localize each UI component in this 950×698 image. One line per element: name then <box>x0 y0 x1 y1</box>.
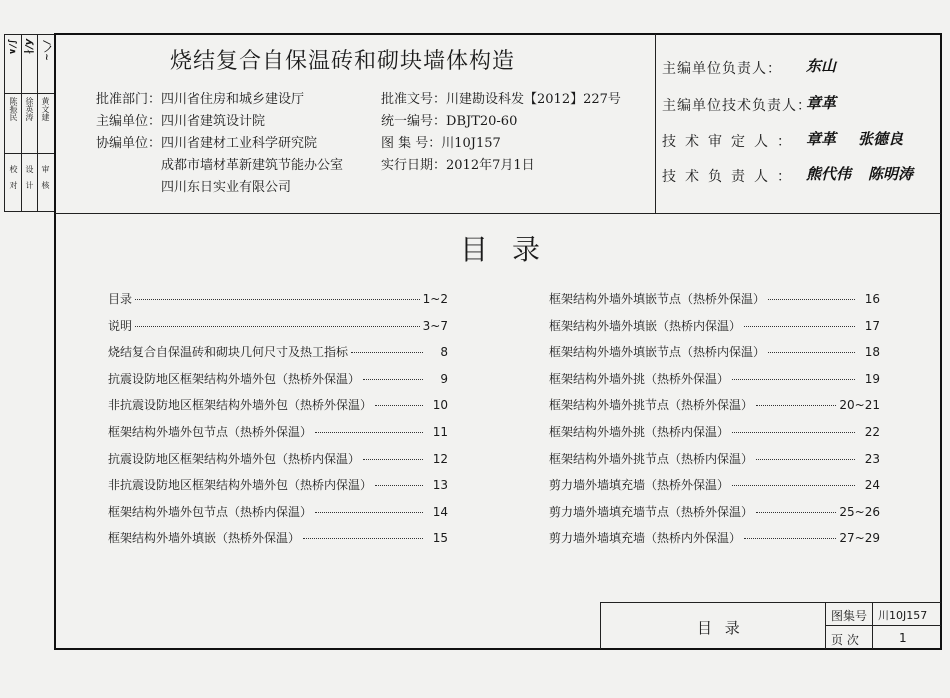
titleblock-atlas-label: 图集号 <box>831 609 868 623</box>
toc-entry-page: 12 <box>432 451 448 466</box>
signature-tech-review-2: 张德良 <box>858 130 904 148</box>
strip-label-3: 审核 <box>41 165 50 197</box>
page-heading: 目录 <box>460 233 565 266</box>
strip-name-2: 徐英涛 <box>25 97 34 121</box>
toc-entry-page: 1~2 <box>422 292 448 306</box>
toc-leader-dots <box>768 352 855 353</box>
titleblock-page-label: 页 次 <box>831 633 859 647</box>
toc-entry-title: 目录 <box>108 292 133 306</box>
header-info-right <box>381 89 621 177</box>
toc-entry[interactable] <box>108 476 448 502</box>
toc-entry[interactable] <box>108 396 448 422</box>
signature-tech-review-1: 章革 <box>806 130 837 148</box>
toc-leader-dots <box>303 538 423 539</box>
toc-entry-page: 27~29 <box>839 531 880 546</box>
atlas-no-label: 图 集 号： <box>381 136 442 151</box>
toc-entry-page: 11 <box>432 425 448 439</box>
strip-signature-1: ∫∕∧ <box>7 39 17 56</box>
role-chief-unit: 主编单位负责人： <box>662 61 782 77</box>
toc-leader-dots <box>768 299 855 300</box>
toc-entry-title: 框架结构外墙外挑节点（热桥外保温） <box>549 398 754 413</box>
toc-entry[interactable] <box>549 396 880 422</box>
toc-entry-title: 抗震设防地区框架结构外墙外包（热桥外保温） <box>108 371 361 386</box>
toc-entry[interactable] <box>549 529 880 555</box>
toc-leader-dots <box>135 326 420 327</box>
titleblock-mid <box>825 625 941 626</box>
toc-entry[interactable] <box>108 370 448 396</box>
coop-unit-3: 四川东日实业有限公司 <box>161 180 292 195</box>
toc-entry-title: 框架结构外墙外填嵌节点（热桥外保温） <box>549 292 766 306</box>
toc-entry[interactable] <box>549 317 880 343</box>
titleblock-left <box>600 602 601 649</box>
signature-chief-unit: 东山 <box>806 57 837 75</box>
toc-entry[interactable] <box>108 529 448 555</box>
role-tech-lead: 技术负责人： <box>662 169 800 185</box>
toc-entry-page: 13 <box>432 478 448 493</box>
unified-no: DBJT20-60 <box>446 114 518 129</box>
toc-entry-title: 框架结构外墙外填嵌节点（热桥内保温） <box>549 345 766 360</box>
titleblock-top <box>600 602 941 603</box>
toc-leader-dots <box>744 326 855 327</box>
toc-entry-page: 14 <box>432 504 448 519</box>
toc-entry-title: 框架结构外墙外填嵌（热桥外保温） <box>108 531 301 546</box>
toc-entry[interactable] <box>549 343 880 369</box>
toc-entry-title: 剪力墙外墙填充墙（热桥外保温） <box>549 478 730 493</box>
toc-leader-dots <box>744 538 836 539</box>
toc-entry-title: 框架结构外墙外挑节点（热桥内保温） <box>549 451 754 466</box>
toc-entry-title: 框架结构外墙外挑（热桥外保温） <box>549 371 730 386</box>
toc-entry-title: 抗震设防地区框架结构外墙外包（热桥内保温） <box>108 451 361 466</box>
toc-leader-dots <box>732 485 855 486</box>
toc-entry-title: 说明 <box>108 318 133 333</box>
toc-entry-page: 8 <box>440 345 448 360</box>
strip-signature-2: ʎ∕∤ <box>23 39 34 55</box>
toc-leader-dots <box>351 352 423 353</box>
signature-tech-lead-2: 陈明涛 <box>868 165 914 183</box>
toc-entry-page: 19 <box>864 371 880 386</box>
atlas-title: 烧结复合自保温砖和砌块墙体构造 <box>170 49 516 74</box>
toc-leader-dots <box>315 512 423 513</box>
header-info-left <box>96 89 343 199</box>
toc-leader-dots <box>756 459 855 460</box>
toc-entry-page: 18 <box>864 345 880 360</box>
toc-entry[interactable] <box>108 450 448 476</box>
toc-leader-dots <box>375 485 423 486</box>
signature-chief-tech: 章革 <box>806 94 837 112</box>
toc-entry-title: 非抗震设防地区框架结构外墙外包（热桥内保温） <box>108 478 373 493</box>
coop-unit-1: 四川省建材工业科学研究院 <box>161 136 318 151</box>
role-chief-tech: 主编单位技术负责人： <box>662 98 812 114</box>
toc-leader-dots <box>732 432 855 433</box>
coop-units-label: 协编单位： <box>96 136 162 151</box>
toc-entry[interactable] <box>108 503 448 529</box>
toc-entry-title: 框架结构外墙外挑（热桥内保温） <box>549 425 730 439</box>
toc-entry-page: 3~7 <box>422 318 448 333</box>
effective-date: 2012年7月1日 <box>446 158 535 173</box>
toc-entry[interactable] <box>549 370 880 396</box>
toc-leader-dots <box>756 405 836 406</box>
approval-doc: 川建勘设科发【2012】227号 <box>446 92 621 107</box>
strip-label-1: 校对 <box>9 165 18 197</box>
toc-leader-dots <box>363 379 423 380</box>
role-tech-review: 技术审定人： <box>662 134 800 150</box>
toc-entry-page: 23 <box>864 451 880 466</box>
approval-dept-label: 批准部门： <box>96 92 162 107</box>
editor-unit-label: 主编单位： <box>96 114 162 129</box>
toc-entry-page: 22 <box>864 425 880 439</box>
toc-entry[interactable] <box>108 317 448 343</box>
toc-entry-page: 17 <box>864 318 880 333</box>
toc-leader-dots <box>315 432 423 433</box>
toc-entry[interactable] <box>549 450 880 476</box>
strip-label-2: 设计 <box>25 165 34 197</box>
effective-date-label: 实行日期： <box>381 158 447 173</box>
titleblock-page-value: 1 <box>899 631 907 645</box>
toc-entry-title: 烧结复合自保温砖和砌块几何尺寸及热工指标 <box>108 345 349 360</box>
unified-no-label: 统一编号： <box>381 114 447 129</box>
strip-signature-3: ∕ノ~ <box>41 41 51 61</box>
toc-leader-dots <box>135 299 420 300</box>
toc-leader-dots <box>363 459 423 460</box>
review-stamp-strip <box>4 34 56 212</box>
toc-entry-page: 16 <box>864 292 880 306</box>
toc-entry[interactable] <box>549 476 880 502</box>
atlas-no: 川10J157 <box>441 136 501 151</box>
strip-name-1: 陈振民 <box>9 97 18 121</box>
toc-entry-page: 10 <box>432 398 448 413</box>
toc-entry-title: 剪力墙外墙填充墙（热桥内外保温） <box>549 531 742 546</box>
toc-leader-dots <box>732 379 855 380</box>
signature-tech-lead-1: 熊代伟 <box>806 165 852 183</box>
titleblock-atlas-value: 川10J157 <box>878 609 928 622</box>
toc-entry[interactable] <box>549 423 880 449</box>
strip-name-3: 黄文建 <box>41 97 50 121</box>
toc-leader-dots <box>756 512 836 513</box>
approval-dept: 四川省住房和城乡建设厅 <box>161 92 305 107</box>
toc-entry[interactable] <box>549 290 880 316</box>
coop-unit-2: 成都市墙材革新建筑节能办公室 <box>161 158 344 173</box>
header-divider <box>55 213 941 214</box>
editor-unit: 四川省建筑设计院 <box>161 114 266 129</box>
approval-doc-label: 批准文号： <box>381 92 447 107</box>
toc-entry-page: 9 <box>440 371 448 386</box>
toc-leader-dots <box>375 405 423 406</box>
header-split <box>655 34 656 213</box>
toc-entry-title: 非抗震设防地区框架结构外墙外包（热桥外保温） <box>108 398 373 413</box>
toc-entry[interactable] <box>108 343 448 369</box>
toc-entry-page: 24 <box>864 478 880 493</box>
toc-entry-page: 20~21 <box>839 398 880 413</box>
toc-entry-title: 框架结构外墙外包节点（热桥外保温） <box>108 425 313 439</box>
titleblock-drawing-name: 目 录 <box>697 619 744 637</box>
toc-entry-title: 框架结构外墙外填嵌（热桥内保温） <box>549 318 742 333</box>
toc-entry-title: 框架结构外墙外包节点（热桥内保温） <box>108 504 313 519</box>
toc-entry[interactable] <box>549 503 880 529</box>
toc-entry[interactable] <box>108 423 448 449</box>
toc-entry-page: 15 <box>432 531 448 546</box>
toc-entry-page: 25~26 <box>839 504 880 519</box>
toc-entry-title: 剪力墙外墙填充墙节点（热桥外保温） <box>549 504 754 519</box>
toc-entry[interactable] <box>108 290 448 316</box>
